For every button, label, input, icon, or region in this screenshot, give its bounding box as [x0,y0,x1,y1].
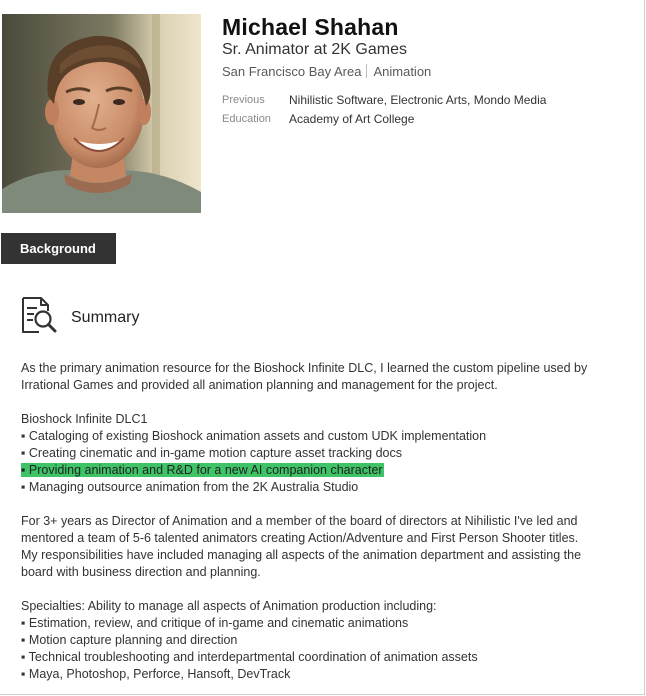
dlc-section [21,411,621,496]
location-link[interactable]: San Francisco Bay Area [222,64,362,79]
specialties-section [21,598,621,683]
profile-name: Michael Shahan [222,14,399,40]
summary-line: My responsibilities have included managing all aspects of the animation department and assisting the [21,548,582,562]
profile-headline: Sr. Animator at 2K Games [222,41,407,58]
text-highlight: ▪ Providing animation and R&D for a new AI companion character [21,463,383,477]
education-value[interactable]: Academy of Art College [289,112,415,126]
summary-line: Irrational Games and provided all animation planning and management for the project. [21,378,498,392]
location-row [222,64,431,79]
summary-line: board with business direction and planning. [21,565,261,579]
location-divider [366,64,367,78]
specialties-title: Specialties: Ability to manage all aspects of Animation production including: [21,599,437,613]
summary-heading: Summary [71,309,140,326]
industry-link[interactable]: Animation [373,64,432,79]
list-item: ▪ Cataloging of existing Bioshock animation assets and custom UDK implementation [21,429,487,443]
summary-line: mentored a team of 5-6 talented animators creating Action/Adventure and First Person Shooter titles. [21,531,579,545]
profile-photo[interactable] [2,14,201,213]
list-item: ▪ Motion capture planning and direction [21,633,238,647]
summary-intro [21,360,621,394]
list-item: ▪ Technical troubleshooting and interdepartmental coordination of animation assets [21,650,478,664]
previous-label: Previous [222,94,265,106]
highlighted-list-item [21,462,621,479]
summary-line: For 3+ years as Director of Animation and a member of the board of directors at Nihilistic I've led and [21,514,578,528]
summary-icon [19,295,59,335]
director-section [21,513,621,581]
previous-value[interactable]: Nihilistic Software, Electronic Arts, Mondo Media [289,93,547,107]
tab-background[interactable]: Background [1,233,116,264]
dlc-title: Bioshock Infinite DLC1 [21,412,148,426]
education-label: Education [222,113,271,125]
list-item: ▪ Creating cinematic and in-game motion capture asset tracking docs [21,446,403,460]
summary-line: As the primary animation resource for the Bioshock Infinite DLC, I learned the custom pipeline used by [21,361,588,375]
list-item: ▪ Maya, Photoshop, Perforce, Hansoft, DevTrack [21,667,291,681]
list-item: ▪ Estimation, review, and critique of in-game and cinematic animations [21,616,409,630]
list-item: ▪ Managing outsource animation from the 2K Australia Studio [21,480,359,494]
